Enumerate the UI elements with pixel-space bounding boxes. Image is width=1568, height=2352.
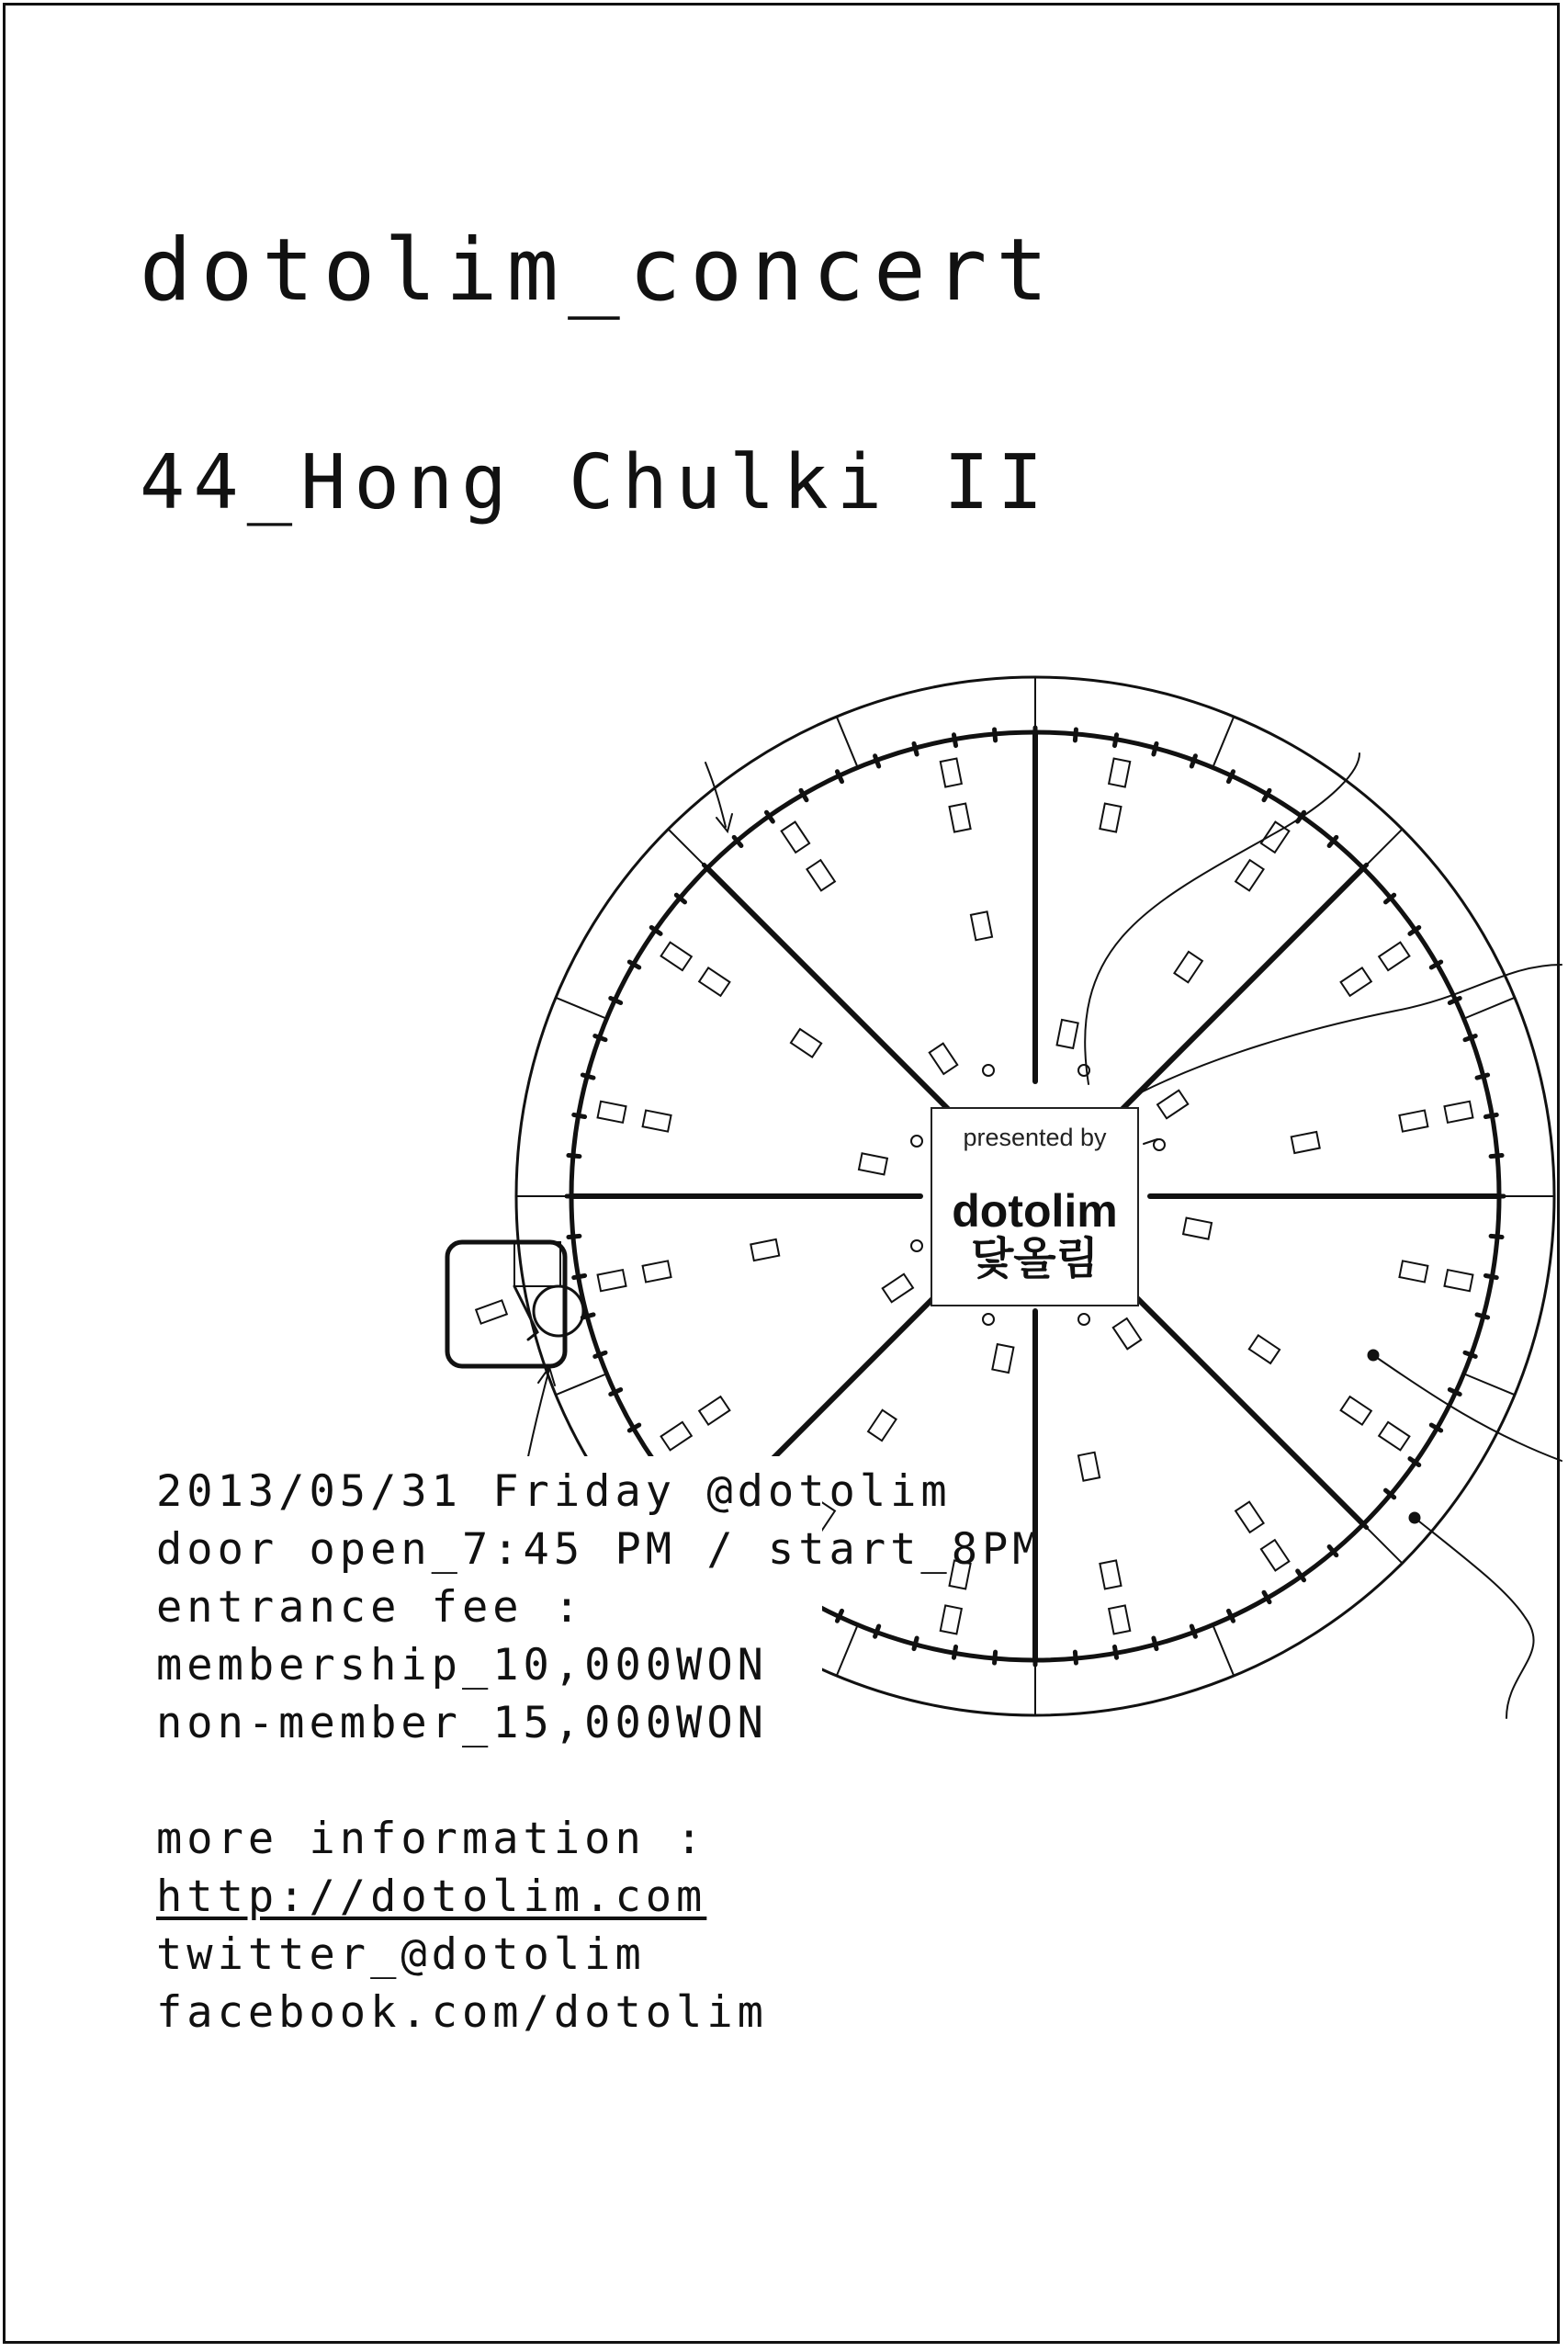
spacer bbox=[156, 1752, 1043, 1810]
presenter-name: dotolim bbox=[952, 1185, 1118, 1237]
event-date: 2013/05/31 Friday @dotolim bbox=[156, 1466, 952, 1517]
more-info-label: more information : bbox=[156, 1814, 707, 1864]
event-info bbox=[156, 1463, 1043, 2041]
fee-member: membership_10,000WON bbox=[156, 1640, 768, 1690]
presenter-name-korean: 닻올림 bbox=[970, 1235, 1100, 1283]
poster-subtitle: 44_Hong Chulki II bbox=[140, 439, 1052, 526]
presented-by-label: presented by bbox=[963, 1124, 1107, 1151]
twitter-handle: twitter_@dotolim bbox=[156, 1929, 646, 1980]
presenter-box bbox=[931, 1107, 1139, 1306]
website-link[interactable]: http://dotolim.com bbox=[156, 1871, 707, 1922]
event-time: door open_7:45 PM / start_8PM bbox=[156, 1524, 1043, 1575]
fee-nonmember: non-member_15,000WON bbox=[156, 1698, 768, 1748]
poster-title: dotolim_concert bbox=[140, 220, 1057, 321]
facebook-page: facebook.com/dotolim bbox=[156, 1987, 768, 2038]
fee-label: entrance fee : bbox=[156, 1582, 585, 1633]
